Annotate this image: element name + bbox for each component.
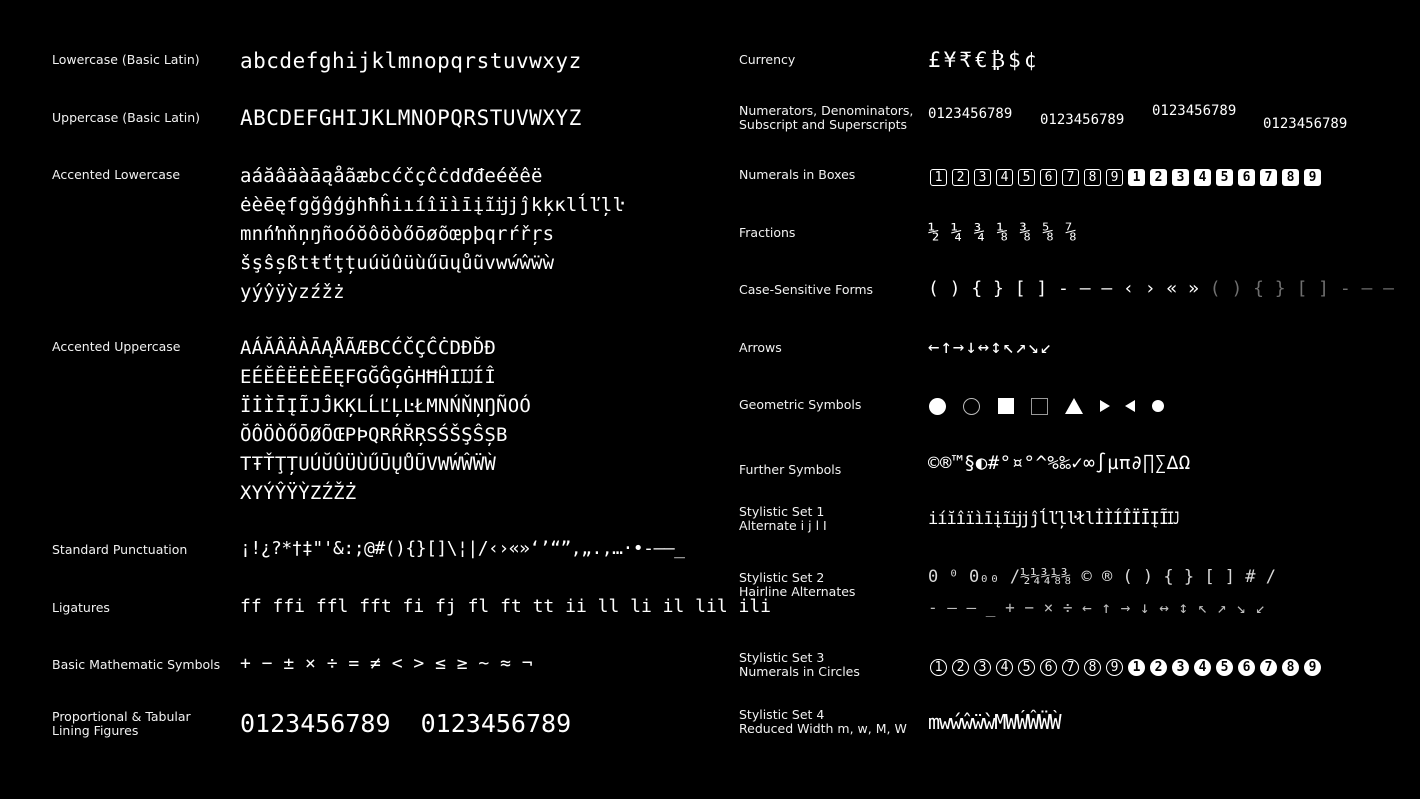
circled-numeral-filled: 9 (1304, 659, 1321, 676)
white-circle-icon (963, 398, 980, 415)
circled-numeral-filled: 3 (1172, 659, 1189, 676)
boxed-numeral: 6 (1040, 169, 1057, 186)
boxed-numeral-filled: 5 (1216, 169, 1233, 186)
label-currency: Currency (739, 52, 796, 67)
boxed-numeral-filled: 8 (1282, 169, 1299, 186)
label-math: Basic Mathematic Symbols (52, 657, 221, 672)
sample-ss4: mwẃŵẅẁMWẂŴẄẀ (928, 710, 1061, 734)
black-square-icon (998, 398, 1014, 414)
label-line: Reduced Width m, w, M, W (739, 721, 907, 736)
label-further-symbols: Further Symbols (739, 462, 842, 477)
sample-numerators: 0123456789 (928, 106, 1013, 122)
label-line: Proportional & Tabular (52, 709, 191, 724)
boxed-numeral: 1 (930, 169, 947, 186)
label-line: Stylistic Set 4 (739, 707, 825, 722)
sample-ss1: iíĭîïìīįĩĳjĵĺľļŀłlİÌÍÎÏĪĮĨĲ (928, 509, 1178, 529)
line: AÁĂÂÄÀĀĄÅÃÆBCĆČÇĈĊDĐĎĐ (240, 337, 497, 359)
line: ŎÔÖÒŐŌØÕŒPÞQRŔŘŖSŚŠŞŜȘB (240, 424, 508, 446)
label-numerals-boxes: Numerals in Boxes (739, 167, 856, 182)
label-punctuation: Standard Punctuation (52, 542, 188, 557)
circled-numeral: 1 (930, 659, 947, 676)
label-numerators (739, 104, 913, 132)
circled-numeral: 2 (952, 659, 969, 676)
label-line: Lining Figures (52, 723, 139, 738)
case-forms-hairline: ( ) { } [ ] - – — (1209, 278, 1395, 299)
line: TŦŤŢȚUÚŬÛÜÙŰŪŲŮŨVWẂŴẄẀ (240, 453, 497, 475)
label-figures (52, 710, 191, 738)
black-circle-icon (929, 398, 946, 415)
circled-numeral: 9 (1106, 659, 1123, 676)
sample-superscripts: 0123456789 (1152, 103, 1237, 119)
label-line: Stylistic Set 3 (739, 650, 825, 665)
label-ss3 (739, 651, 860, 679)
boxed-numeral-filled: 6 (1238, 169, 1255, 186)
line: aáăâäàāąåãæbcćčçĉċdďđeéěêë (240, 165, 543, 187)
circled-numeral-filled: 2 (1150, 659, 1167, 676)
label-uppercase: Uppercase (Basic Latin) (52, 110, 201, 125)
label-ligatures: Ligatures (52, 600, 110, 615)
sample-ss3 (930, 656, 1326, 676)
label-line: Numerators, Denominators, (739, 103, 914, 118)
label-ss1 (739, 505, 827, 533)
label-case-sensitive: Case-Sensitive Forms (739, 282, 874, 297)
sample-numerals-boxes (930, 166, 1326, 186)
boxed-numeral-filled: 3 (1172, 169, 1189, 186)
circled-numeral-filled: 4 (1194, 659, 1211, 676)
white-square-icon (1031, 398, 1048, 415)
sample-punctuation: ¡!¿?*†‡"'&:;@#(){}[]\¦|/‹›«»‘’“”‚„.,…·•-–—_ (240, 538, 685, 559)
label-lowercase: Lowercase (Basic Latin) (52, 52, 200, 67)
label-line: Subscript and Superscripts (739, 117, 908, 132)
sample-ss2-line2: - – — _ + − × ÷ ← ↑ → ↓ ↔ ↕ ↖ ↗ ↘ ↙ (928, 598, 1266, 617)
sample-denominators: 0123456789 (1040, 112, 1125, 128)
sample-arrows: ←↑→↓↔↕↖↗↘↙ (928, 336, 1053, 358)
boxed-numeral: 3 (974, 169, 991, 186)
circled-numeral-filled: 1 (1128, 659, 1145, 676)
circled-numeral: 7 (1062, 659, 1079, 676)
label-line: Alternate i j l I (739, 518, 827, 533)
sample-ligatures: ff ffi ffl fft fi fj fl ft tt ii ll li il lil ili (240, 596, 772, 617)
boxed-numeral: 7 (1062, 169, 1079, 186)
label-ss2 (739, 571, 855, 599)
line: ÏİÌĪĮĨJĴKĶLĹĽĻĿŁMNŃŇŅŊÑOÓ (240, 395, 531, 417)
label-fractions: Fractions (739, 225, 796, 240)
sample-figures: 0123456789 0123456789 (240, 709, 572, 738)
label-arrows: Arrows (739, 340, 782, 355)
boxed-numeral-filled: 9 (1304, 169, 1321, 186)
boxed-numeral-filled: 4 (1194, 169, 1211, 186)
sample-lowercase: abcdefghijklmnopqrstuvwxyz (240, 49, 582, 73)
black-triangle-up-icon (1065, 398, 1083, 414)
circled-numeral: 6 (1040, 659, 1057, 676)
sample-accented-uppercase (240, 334, 531, 508)
sample-further-symbols: ©®™§◐#°¤°^%‰✓∞∫µπ∂∏∑∆Ω (928, 452, 1191, 474)
boxed-numeral: 8 (1084, 169, 1101, 186)
boxed-numeral-filled: 7 (1260, 169, 1277, 186)
boxed-numeral: 2 (952, 169, 969, 186)
case-forms: ( ) { } [ ] - – — ‹ › « » (928, 278, 1199, 299)
line: ėèēęfgğĝģġhħĥiıíîïìīįĩĳjĵkķĸlĺľļŀ (240, 194, 625, 216)
boxed-numeral: 5 (1018, 169, 1035, 186)
label-accented-lowercase: Accented Lowercase (52, 167, 181, 182)
label-geometric: Geometric Symbols (739, 397, 862, 412)
sample-math: + − ± × ÷ = ≠ < > ≤ ≥ ~ ≈ ¬ (240, 653, 533, 674)
boxed-numeral-filled: 2 (1150, 169, 1167, 186)
label-accented-uppercase: Accented Uppercase (52, 339, 181, 354)
black-triangle-right-icon (1100, 400, 1110, 412)
line: šşŝșßtŧťţțuúŭûüùűūųůũvwẃŵẅẁ (240, 252, 555, 274)
line: mnńŉňņŋñoóŏôöòőōøõœpþqrŕřŗs (240, 223, 555, 245)
circled-numeral: 4 (996, 659, 1013, 676)
boxed-numeral: 4 (996, 169, 1013, 186)
label-line: Hairline Alternates (739, 584, 856, 599)
label-ss4 (739, 708, 907, 736)
circled-numeral: 3 (974, 659, 991, 676)
sample-geometric (929, 396, 1171, 416)
circled-numeral: 5 (1018, 659, 1035, 676)
black-triangle-left-icon (1125, 400, 1135, 412)
boxed-numeral: 9 (1106, 169, 1123, 186)
circled-numeral-filled: 5 (1216, 659, 1233, 676)
sample-case-sensitive (928, 278, 1394, 299)
sample-fractions: ½ ¼ ¾ ⅛ ⅜ ⅝ ⅞ (928, 221, 1077, 243)
line: XYÝŶŸỲZŹŽŻ (240, 482, 357, 504)
circled-numeral-filled: 8 (1282, 659, 1299, 676)
sample-subscripts: 0123456789 (1263, 116, 1348, 132)
sample-currency: £¥₹€₿$¢ (928, 48, 1040, 72)
circled-numeral-filled: 6 (1238, 659, 1255, 676)
sample-accented-lowercase (240, 162, 624, 307)
label-line: Numerals in Circles (739, 664, 860, 679)
line: EÉĚÊËĖÈĒĘFGĞĜĢĠHĦĤIĲÍÎ (240, 366, 497, 388)
sample-uppercase: ABCDEFGHIJKLMNOPQRSTUVWXYZ (240, 106, 582, 130)
circled-numeral-filled: 7 (1260, 659, 1277, 676)
sample-ss2: 0 ⁰ 0₀₀ /½¼¾⅛⅜ © ® ( ) { } [ ] # / (928, 567, 1276, 587)
label-line: Stylistic Set 2 (739, 570, 825, 585)
circled-numeral: 8 (1084, 659, 1101, 676)
label-line: Stylistic Set 1 (739, 504, 825, 519)
boxed-numeral-filled: 1 (1128, 169, 1145, 186)
small-black-circle-icon (1152, 400, 1164, 412)
line: yýŷÿỳzźžż (240, 281, 345, 303)
